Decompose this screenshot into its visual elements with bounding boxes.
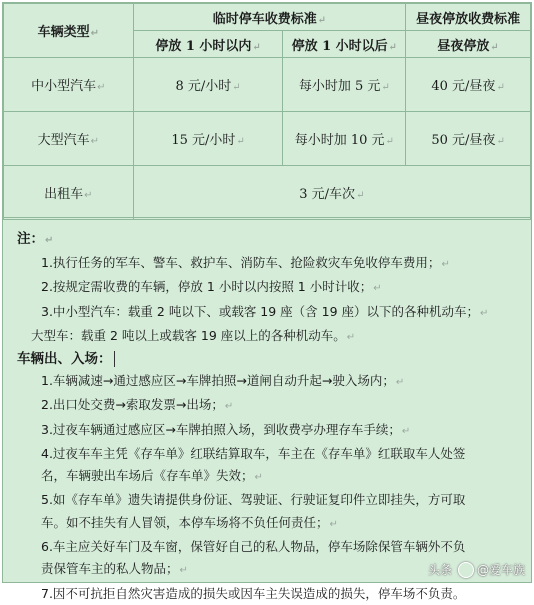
within-hour-header: 停放 1 小时以内↵ xyxy=(133,31,283,58)
notes-heading: 注：↵ xyxy=(17,231,54,247)
note-item: 大型车：载重 2 吨以上或载客 19 座以上的各种机动车。↵ xyxy=(31,327,356,343)
table-row xyxy=(4,112,531,166)
procedure-heading: 车辆出、入场： xyxy=(17,348,465,370)
procedure-line: 责保管车主的私人物品；↵ xyxy=(41,561,188,577)
vehicle-type-header: 车辆类型↵ xyxy=(4,4,134,58)
row-overnight-fee: 40 元/昼夜↵ xyxy=(406,58,531,112)
text-cursor xyxy=(114,351,115,367)
watermark-logo-icon xyxy=(458,562,474,578)
table-row xyxy=(4,58,531,112)
procedure-line: 1.车辆减速→通过感应区→车牌拍照→道闸自动升起→驶入场内；↵ xyxy=(41,373,405,388)
procedure-line: 名，车辆驶出车场后《存车单》失效；↵ xyxy=(41,468,263,484)
procedure-line: 3.过夜车辆通过感应区→车牌拍照入场，到收费亭办理存车手续；↵ xyxy=(41,421,411,437)
overnight-subheader: 昼夜停放↵ xyxy=(406,31,531,58)
fee-table xyxy=(3,3,531,220)
row-within-fee: 8 元/小时↵ xyxy=(133,58,283,112)
row-overnight-fee: 50 元/昼夜↵ xyxy=(406,112,531,166)
parking-fee-document xyxy=(2,2,532,601)
after-hour-header: 停放 1 小时以后↵ xyxy=(283,31,406,58)
procedure-line: 4.过夜车车主凭《存车单》红联结算取车，车主在《存车单》红联取车人处签 xyxy=(41,445,466,461)
row-vehicle-type: 大型汽车↵ xyxy=(4,112,134,166)
procedure-line: 2.出口处交费→索取发票→出场；↵ xyxy=(41,397,234,413)
procedure-line: 6.车主应关好车门及车窗，保管好自己的私人物品，停车场除保管车辆外不负 xyxy=(41,539,466,555)
procedure-line: 7.因不可抗拒自然灾害造成的损失或因车主失误造成的损失，停车场不负责。 xyxy=(41,585,466,601)
table-row xyxy=(4,166,531,220)
taxi-vehicle-type: 出租车↵ xyxy=(4,166,134,220)
note-item: 3.中小型汽车：载重 2 吨以下、或载客 19 座（含 19 座）以下的各种机动车；↵ xyxy=(41,303,489,319)
temp-parking-header: 临时停车收费标准↵ xyxy=(133,4,405,31)
taxi-fee: 3 元/车次↵ xyxy=(133,166,530,220)
overnight-header: 昼夜停放收费标准 xyxy=(406,4,531,31)
row-after-fee: 每小时加 5 元↵ xyxy=(283,58,406,112)
row-after-fee: 每小时加 10 元↵ xyxy=(283,112,406,166)
row-vehicle-type: 中小型汽车↵ xyxy=(4,58,134,112)
procedure-line: 车。如不挂失有人冒领，本停车场将不负任何责任；↵ xyxy=(41,514,338,530)
row-within-fee: 15 元/小时↵ xyxy=(133,112,283,166)
note-item: 1.执行任务的军车、警车、救护车、消防车、抢险救灾车免收停车费用；↵ xyxy=(41,255,450,270)
note-item: 2.按规定需收费的车辆，停放 1 小时以内按照 1 小时计收；↵ xyxy=(41,279,382,295)
procedure-line: 5.如《存车单》遗失请提供身份证、驾驶证、行驶证复印件立即挂失，方可取 xyxy=(41,492,466,508)
watermark: 头条 @爱车族 xyxy=(427,562,525,577)
